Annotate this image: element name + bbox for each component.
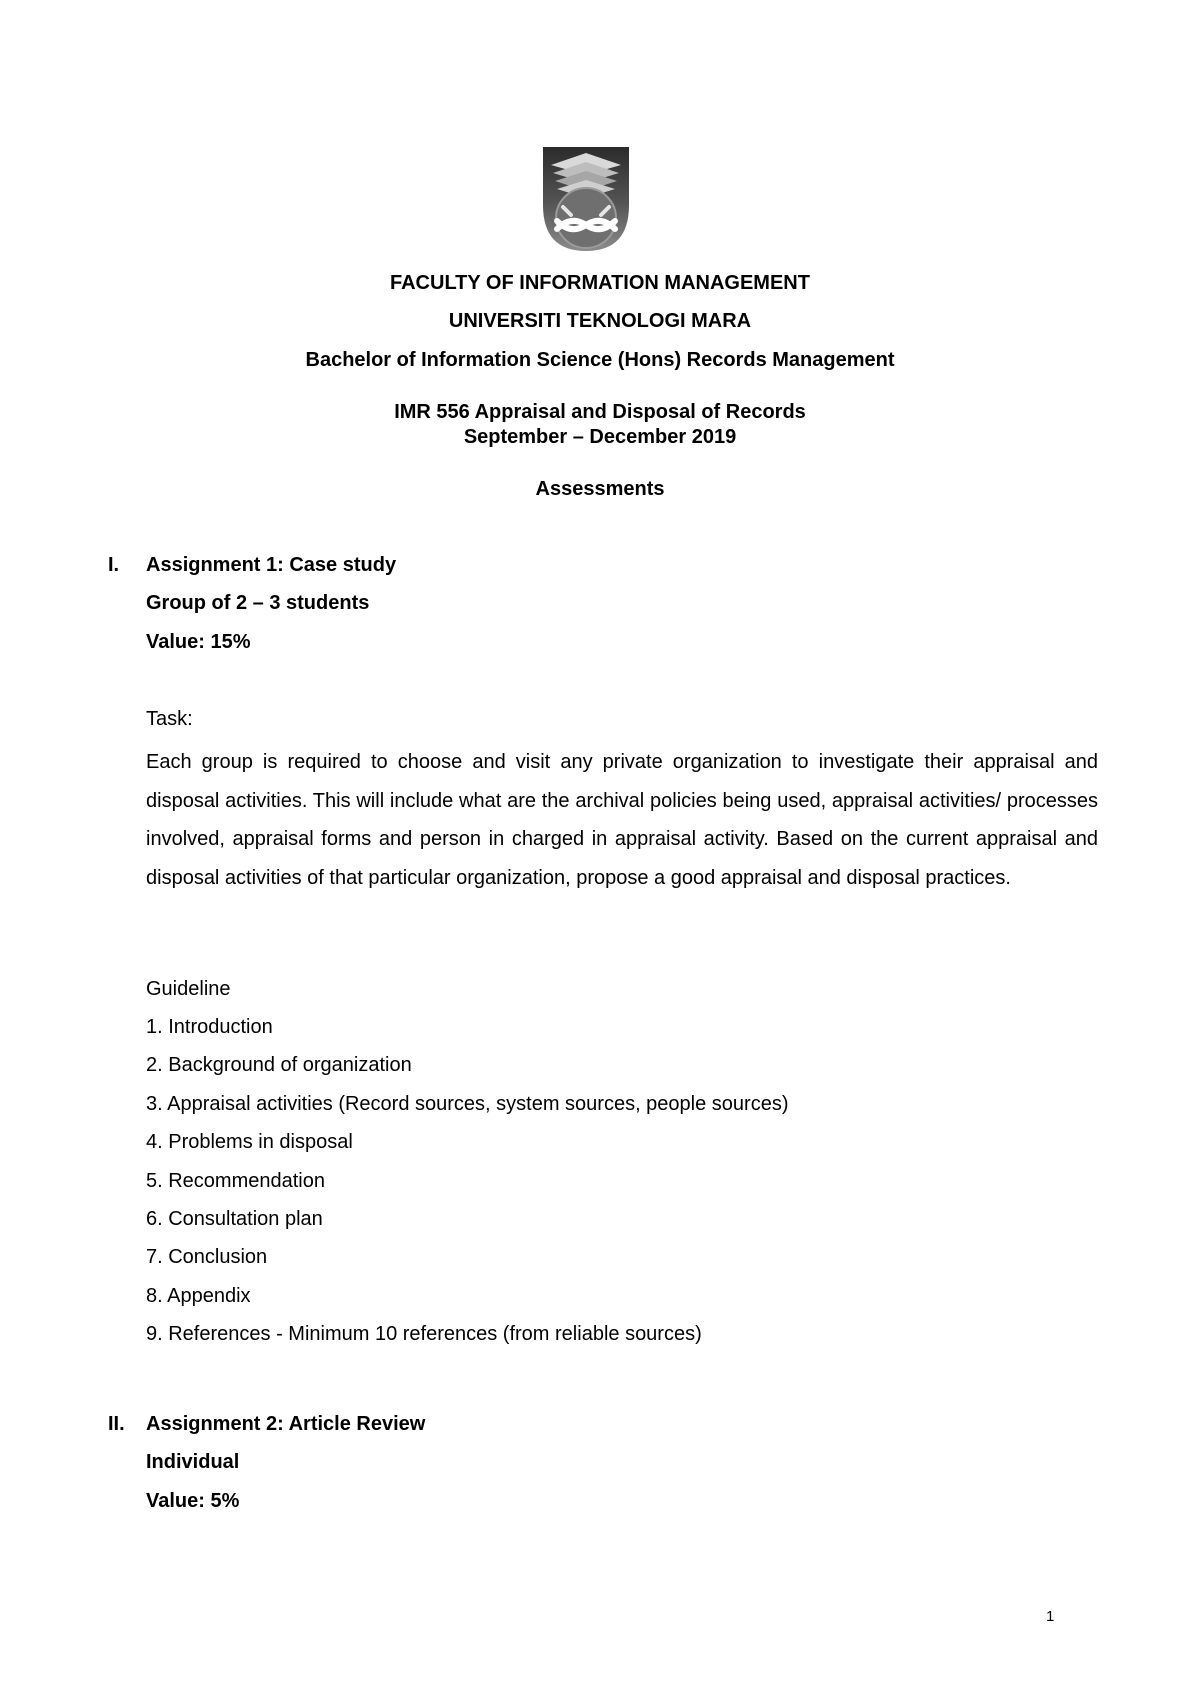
guideline-label: Guideline [146, 978, 231, 1000]
list-item: 3. Appraisal activities (Record sources, system sources, people sources) [146, 1092, 789, 1115]
assignment-1-group: Group of 2 – 3 students [146, 592, 370, 614]
list-item: 6. Consultation plan [146, 1207, 323, 1230]
faculty-heading: FACULTY OF INFORMATION MANAGEMENT [390, 272, 810, 294]
programme-heading: Bachelor of Information Science (Hons) Records Management [305, 349, 895, 371]
assignment-2-group: Individual [146, 1451, 240, 1473]
page-number: 1 [1046, 1608, 1055, 1625]
assignment-2-value: Value: 5% [146, 1490, 240, 1512]
list-item: 7. Conclusion [146, 1246, 268, 1269]
course-heading: IMR 556 Appraisal and Disposal of Records [394, 401, 806, 423]
assignment-2-numeral: II. [108, 1413, 125, 1435]
uitm-crest-icon [541, 145, 631, 253]
list-item: 4. Problems in disposal [146, 1131, 353, 1154]
task-description: Each group is required to choose and visit any private organization to investigate their appraisal and disposal activities. This will include what are the archival policies being used, appraisal activities/ processes involved, appraisal forms and person in charged in appraisal activity. Based on the current appraisal and disposal activities of that particular organization, propose a good appraisal and disposal practices. [146, 751, 1098, 889]
list-item: 8. Appendix [146, 1284, 251, 1307]
semester-heading: September – December 2019 [463, 426, 737, 448]
assignment-1-numeral: I. [108, 554, 120, 576]
list-item: 1. Introduction [146, 1016, 273, 1038]
list-item: 9. References - Minimum 10 references (from reliable sources) [146, 1323, 702, 1346]
section-title: Assessments [535, 478, 665, 500]
assignment-1-title: Assignment 1: Case study [146, 554, 397, 576]
list-item: 5. Recommendation [146, 1169, 325, 1192]
assignment-2-title: Assignment 2: Article Review [146, 1413, 426, 1435]
assignment-1-value: Value: 15% [146, 631, 251, 653]
task-label: Task: [146, 708, 193, 730]
university-heading: UNIVERSITI TEKNOLOGI MARA [448, 310, 752, 332]
guideline-list [146, 1015, 789, 1361]
list-item: 2. Background of organization [146, 1054, 412, 1077]
